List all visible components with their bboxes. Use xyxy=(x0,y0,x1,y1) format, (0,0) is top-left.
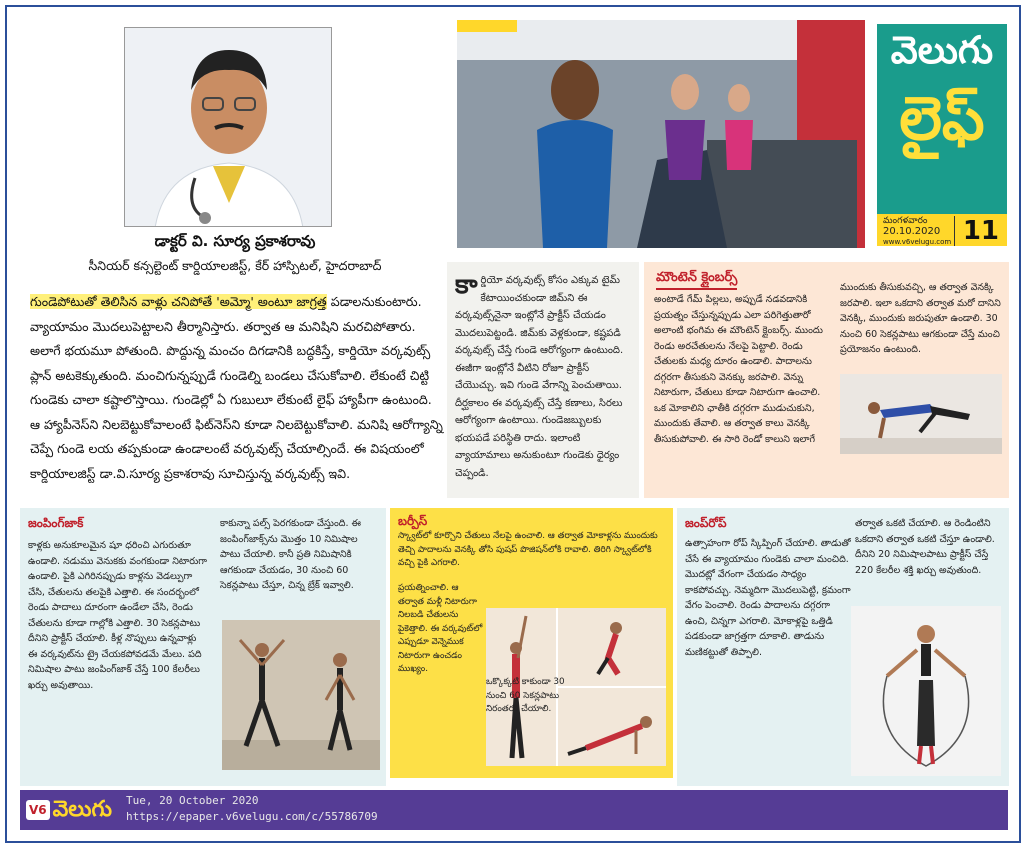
masthead-url: www.v6velugu.com xyxy=(883,238,952,246)
jump-rope-text-continued: తర్వాత ఒకటి చేయాలి. ఆ రెండింటిని ఒకదాని తర్వాత ఒకటి చేస్తూ ఉండాలి. దీనిని 20 నిమిషాలపాటు ప్రాక్టీస్ చేస్తే 220 కేలరీల శక్తి ఖర్చు అవుతుంది. xyxy=(855,518,995,576)
masthead-day: మంగళవారం xyxy=(883,216,928,226)
jump-rope-text: ఉత్సాహంగా రోప్ స్కిప్పింగ్ చేయాలి. తాడుతో చేసే ఈ వ్యాయామం గుండెకు చాలా మంచిది. మొదట్లో వేగంగా చేయడం సాధ్యం కాకపోవచ్చు. నెమ్మదిగా మొదలుపెట్టి, క్రమంగా వేగం పెంచాలి. రెండు పాదాలను దగ్గరగా ఉంచి, చిన్నగా ఎగరాలి. మోకాళ్లపై ఒత్తిడి పడకుండా జాగ్రత్తగా దూకాలి. తాడును మణికట్టుతో తిప్పాలి. xyxy=(685,538,851,658)
logo-badge: V6 xyxy=(26,800,50,820)
mountain-climbers-box xyxy=(644,262,1009,498)
masthead-title: వెలుగు xyxy=(890,28,994,72)
intro-text xyxy=(30,290,445,486)
burpees-heading: బర్పీస్ xyxy=(398,514,428,528)
jump-rope-box xyxy=(677,508,1009,786)
jumping-jacks-box xyxy=(20,508,386,786)
masthead-date: 20.10.2020 xyxy=(883,226,941,237)
cardio-text: ర్డియో వర్కవుట్స్ కోసం ఎక్కువ టైమ్ కేటాయించకుండా జిమ్‌ని ఈ వర్కవుట్స్‌నైనా ఇంట్లోనే ప్రాక్టీస్ చేయడం మొదలుపెట్టండి. జిమ్‌కు వెళ్లకుండా, కష్టపడి వర్కవుట్స్ చేస్తే గుండె ఆరోగ్యంగా ఉంటుంది. ఈజీగా ఇంట్లోనే వీటిని రోజూ ప్రాక్టీస్ చేయొచ్చు. ఇవి గుండె వేగాన్ని పెంచుతాయి. దీర్ఘకాలం ఈ వర్కవుట్స్ చేస్తే కణాలు, సిరలు ఆరోగ్యంగా ఉంటాయి. గుండెజబ్బులకు భయపడే పరిస్థితి రాదు. ఇలాంటి వ్యాయామాలు అనుకుంటూ గుండెకు ధైర్యం చెప్పండి. xyxy=(455,275,624,479)
footer-date: Tue, 20 October 2020 xyxy=(126,794,259,807)
page-number: 11 xyxy=(954,216,999,246)
mountain-climber-photo xyxy=(840,374,1002,454)
hero-treadmill-photo xyxy=(457,20,865,248)
jump-rope-photo xyxy=(851,606,1001,776)
footer-url-link[interactable]: https://epaper.v6velugu.com/c/55786709 xyxy=(126,810,378,823)
author-portrait xyxy=(124,27,332,227)
mountain-climbers-text: అంటాడే గేమ్ పిల్లలు, అప్పుడే నడవడానికి ప్రయత్నం చేస్తున్నప్పుడు ఎలా పరిగెత్తుతారో అలాంటి భంగిమ ఈ మౌంటెన్ క్లైంబర్స్. ముందు రెండు అరచేతులను నేలపై పెట్టాలి. రెండు చేతులకు మధ్య దూరం ఉండాలి. పాదాలను దగ్గరగా తీసుకుని వెనక్కు జరపాలి. వెన్ను నిటారుగా, చేతులు కూడా నిటారుగా ఉంచాలి. ఒక మోకాలిని ఛాతీకి దగ్గరగా ముడుచుకుని, ముందుకు తేవాలి. ఆ తర్వాత కాలు వెనక్కి తీసుకుపోవాలి. ఈ సారి రెండో కాలుని ఇలాగే xyxy=(654,294,823,445)
masthead-date-strip xyxy=(877,214,1007,246)
section-masthead xyxy=(877,24,1007,246)
jumping-jacks-text-continued: కాకున్నా పల్స్ పెరగకుండా చేస్తుంది. ఈ జంపింగ్‌జాక్స్‌ను మొత్తం 10 నిమిషాల పాటు చేయాలి. కానీ ప్రతి నిమిషానికి ఆగకుండా చేయడం, 30 నుంచి 60 సెకన్లపాటు చేస్తూ, చిన్న బ్రేక్ ఇవ్వాలి. xyxy=(220,518,361,591)
masthead-subtitle: లైఫ్ xyxy=(899,84,985,154)
burpees-note: ఒక్కొక్కటి కాకుండా 30 నుంచి 60 సెకన్లపాటు నిరంతరం చేయాలి. xyxy=(486,677,565,714)
author-role: సీనియర్ కన్సల్టెంట్ కార్డియాలజిస్ట్, కేర్ హాస్పిటల్, హైదరాబాద్ xyxy=(88,258,382,273)
intro-highlight: గుండెపోటుతో తెలిసిన వాళ్లు చనిపోతే 'అమ్మో' అంటూ జాగ్రత్త xyxy=(30,294,327,309)
mountain-climbers-text-continued: ముందుకు తీసుకువచ్చి, ఆ తర్వాత వెనక్కి జరపాలి. ఇలా ఒకదాని తర్వాత మరో దానిని వెనక్కి, ముందుకు జరుపుతూ ఉండాలి. 30 నుంచి 60 సెకన్లపాటు ఆగకుండా చేస్తే మంచి ప్రయోజనం ఉంటుంది. xyxy=(840,282,1001,355)
logo-text: వెలుగు xyxy=(52,797,112,822)
cardio-intro-column xyxy=(447,262,639,498)
burpees-text-continued: ప్రయత్నించాలి. ఆ తర్వాత మళ్లీ నిటారుగా నిలబడి చేతులను పైకెత్తాలి. ఈ వర్కవుట్‌లో ఎప్పుడూ వెన్నెముక నిటారుగా ఉంచడం ముఖ్యం. xyxy=(398,583,483,674)
jumping-jacks-heading: జంపింగ్‌జాక్ xyxy=(28,516,84,530)
jump-rope-heading: జంప్‌రోప్ xyxy=(685,516,727,530)
intro-body: పడాలనుకుంటారు. వ్యాయామం మొదలుపెట్టాలని తీర్మానిస్తారు. తర్వాత ఆ మనిషిని మరచిపోతారు. అలాగే భయమూ పోతుంది. పొద్దున్న మంచం దిగడానికి బద్ధకిస్తే, కార్డియో వర్కవుట్స్ ప్లాన్ అటకెక్కుతుంది. మంచిగున్నప్పుడే గుండెల్ని బండలు చేసుకోవాలి. లేకుంటే చిట్టి గుండెకు చాలా కష్టాలొస్తాయి. గుండెల్లో ఏ గుబులూ లేకుంటే లైఫ్ హ్యాపీగా ఉంటుంది. ఆ హ్యాపీనెస్‌ని నిలబెట్టుకోవాలంటే ఫిట్‌నెస్‌ని కూడా నిలబెట్టుకోవాలి. మనిషి ఆరోగ్యాన్ని చెప్పే గుండె లయ తప్పకుండా ఉండాలంటే వర్కవుట్స్ చేయాల్సిందే. ఈ విషయంలో కార్డియాలజిస్ట్ డా.వి.సూర్య ప్రకాశరావు సూచిస్తున్న వర్కవుట్స్ ఇవి. xyxy=(30,294,443,481)
velugu-logo xyxy=(26,794,122,826)
drop-cap: కా xyxy=(455,270,478,300)
author-name: డాక్టర్ వి. సూర్య ప్రకాశరావు xyxy=(154,232,316,250)
burpees-box xyxy=(390,508,673,778)
jumping-jacks-text: కాళ్లకు అనుకూలమైన షూ ధరించి ఎగురుతూ ఉండాలి. నడుము వెనుకకు వంగకుండా నిటారుగా ఉండాలి. పైకి ఎగిరినప్పుడు కాళ్లను వెడల్పుగా చేసి, చేతులను తలపైకి ఎత్తాలి. ఈ సందర్భంలో రెండు పాదాలు దూరంగా ఉండేలా చేసి, రెండు చేతులను కూడా గాల్లోకి ఎత్తాలి. 30 సెకన్లపాటు దీనిని ప్రాక్టీస్ చేయాలి. కీళ్ల నొప్పులు ఉన్నవాళ్లు ఈ వర్కవుట్‌ను ట్రై చేయకపోవడమే మేలు. పది నిమిషాల పాటు జంపింగ్‌జాక్ చేస్తే 100 కేలరీలు ఖర్చు అవుతాయి. xyxy=(28,540,207,691)
burpees-text: స్క్వాట్‌లో కూర్చొని చేతులు నేలపై ఉంచాలి. ఆ తర్వాత మోకాళ్లను ముందుకు తెచ్చి పాదాలను వెనక్కి తోసి పుషప్ పొజిషన్‌లోకి రావాలి. తిరిగి స్క్వాట్‌లోకి వచ్చి పైకి ఎగరాలి. xyxy=(398,531,658,568)
jumping-jacks-photo xyxy=(222,620,380,770)
mountain-climbers-heading: మౌంటెన్ క్లైంబర్స్ xyxy=(656,270,737,290)
epaper-footer xyxy=(20,790,1008,830)
